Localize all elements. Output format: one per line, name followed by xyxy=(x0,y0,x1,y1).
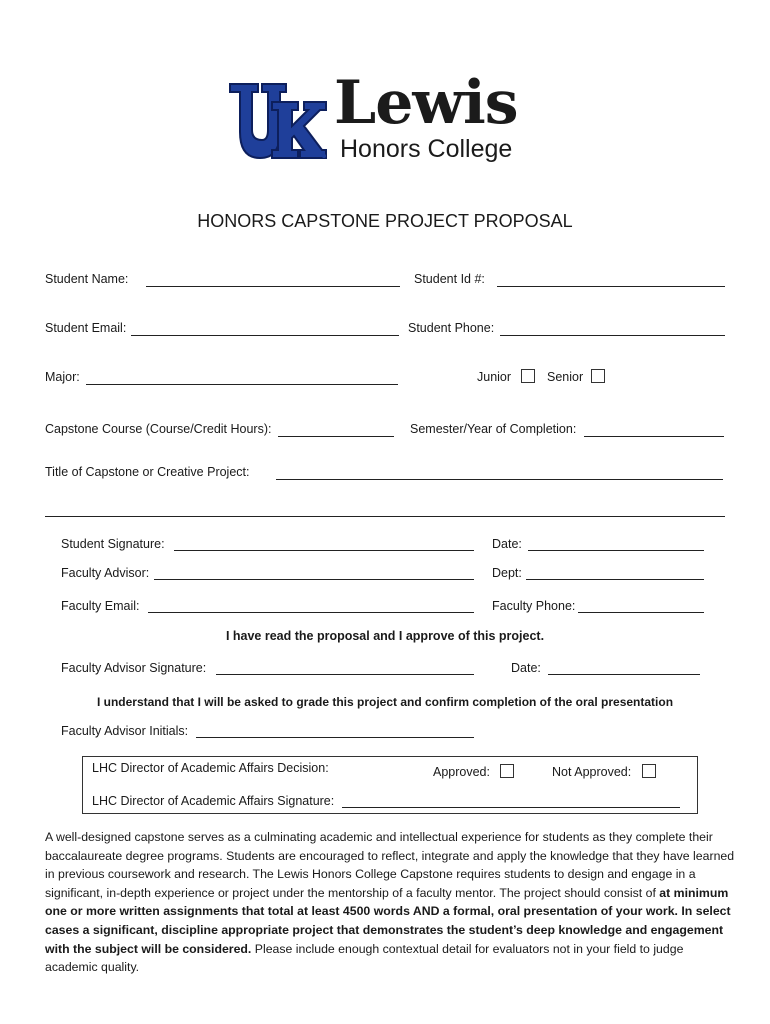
capstone-title-label: Title of Capstone or Creative Project: xyxy=(45,465,250,479)
director-decision-label: LHC Director of Academic Affairs Decision: xyxy=(92,761,329,775)
not-approved-checkbox[interactable] xyxy=(642,764,656,778)
faculty-advisor-signature-field[interactable] xyxy=(216,674,474,675)
faculty-advisor-label: Faculty Advisor: xyxy=(61,566,150,580)
semester-year-label: Semester/Year of Completion: xyxy=(410,422,577,436)
student-name-field[interactable] xyxy=(146,286,400,287)
student-id-field[interactable] xyxy=(497,286,725,287)
director-signature-label: LHC Director of Academic Affairs Signature: xyxy=(92,794,335,808)
uk-logo-icon xyxy=(228,80,328,162)
not-approved-label: Not Approved: xyxy=(552,765,632,779)
director-signature-field[interactable] xyxy=(342,807,680,808)
capstone-title-field[interactable] xyxy=(276,479,723,480)
major-label: Major: xyxy=(45,370,80,384)
student-email-label: Student Email: xyxy=(45,321,127,335)
senior-checkbox[interactable] xyxy=(591,369,605,383)
faculty-advisor-signature-label: Faculty Advisor Signature: xyxy=(61,661,207,675)
faculty-date-label: Date: xyxy=(511,661,541,675)
page-title: HONORS CAPSTONE PROJECT PROPOSAL xyxy=(197,211,573,231)
faculty-phone-field[interactable] xyxy=(578,612,704,613)
faculty-email-label: Faculty Email: xyxy=(61,599,140,613)
faculty-phone-label: Faculty Phone: xyxy=(492,599,576,613)
junior-label: Junior xyxy=(477,370,512,384)
faculty-date-field[interactable] xyxy=(548,674,700,675)
logo-honors-college-text: Honors College xyxy=(340,135,513,163)
student-phone-label: Student Phone: xyxy=(408,321,495,335)
approved-checkbox[interactable] xyxy=(500,764,514,778)
capstone-description xyxy=(45,828,735,977)
faculty-email-field[interactable] xyxy=(148,612,474,613)
capstone-course-label: Capstone Course (Course/Credit Hours): xyxy=(45,422,272,436)
dept-field[interactable] xyxy=(526,579,704,580)
student-date-field[interactable] xyxy=(528,550,704,551)
student-id-label: Student Id #: xyxy=(414,272,485,286)
capstone-course-field[interactable] xyxy=(278,436,394,437)
approve-statement: I have read the proposal and I approve of this project. xyxy=(225,629,545,643)
senior-label: Senior xyxy=(547,370,584,384)
student-email-field[interactable] xyxy=(131,335,399,336)
student-signature-label: Student Signature: xyxy=(61,537,165,551)
faculty-advisor-initials-field[interactable] xyxy=(196,737,474,738)
major-field[interactable] xyxy=(86,384,398,385)
description-text-part-1: A well-designed capstone serves as a culminating academic and intellectual experience for students as they complete their baccalaureate degree programs. Students are encouraged to reflect, integrate and apply the knowledge that they have learned in previous coursework and research. The Lewis Honors College Capstone requires students to design and engage in a significant, in-depth experience or project under the mentorship of a faculty mentor. The project should consist of xyxy=(45,830,735,900)
description-text-bold: at minimum one or more written assignments that total at least 4500 words AND a formal, oral presentation of your work. In select cases a significant, discipline appropriate project that demonstrates the student’s deep knowledge and engagement with the subject will be considered. xyxy=(45,885,731,956)
capstone-title-field-line-2[interactable] xyxy=(45,516,725,517)
description-text-part-2: Please include enough contextual detail for evaluators not in your field to judge academic quality. xyxy=(45,941,684,975)
student-phone-field[interactable] xyxy=(500,335,725,336)
logo-lewis-text: Lewis xyxy=(334,68,518,138)
junior-checkbox[interactable] xyxy=(521,369,535,383)
faculty-advisor-field[interactable] xyxy=(154,579,474,580)
approved-label: Approved: xyxy=(433,765,490,779)
student-signature-field[interactable] xyxy=(174,550,474,551)
dept-label: Dept: xyxy=(492,566,522,580)
student-name-label: Student Name: xyxy=(45,272,129,286)
student-date-label: Date: xyxy=(492,537,522,551)
grade-statement: I understand that I will be asked to grade this project and confirm completion of the oral presentation xyxy=(96,695,674,709)
faculty-advisor-initials-label: Faculty Advisor Initials: xyxy=(61,724,189,738)
semester-year-field[interactable] xyxy=(584,436,724,437)
